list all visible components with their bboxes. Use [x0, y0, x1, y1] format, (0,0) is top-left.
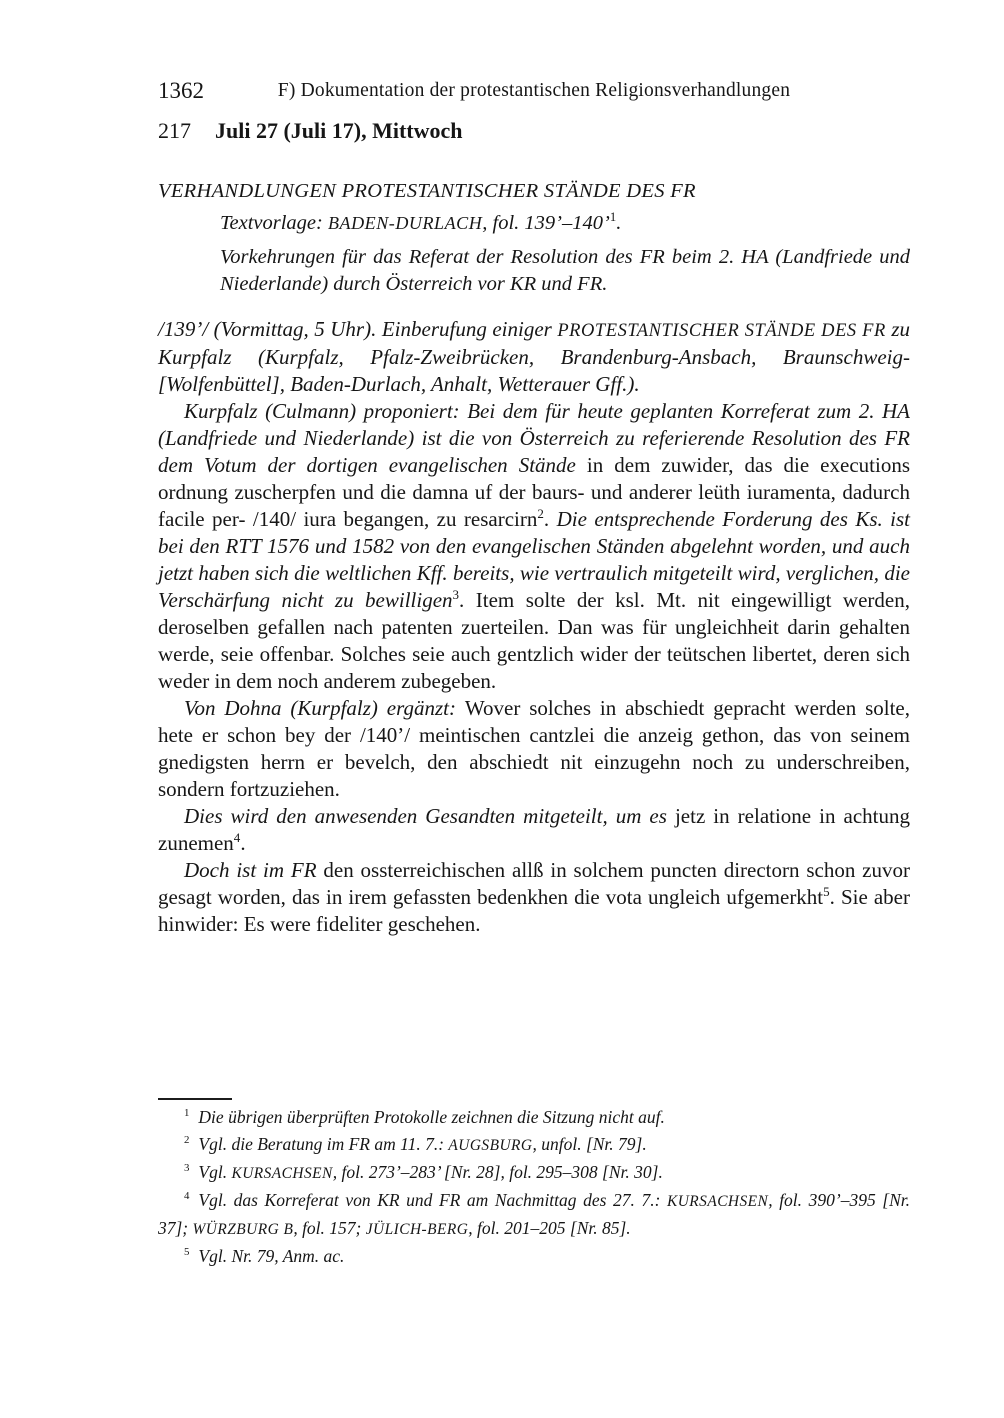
text-run: /139’/ (Vormittag, 5 Uhr). Einberufung einiger: [158, 317, 558, 341]
text-run: Wover solches in abschiedt gepracht werden solte, hete er schon bey der /140’/ meintischen cantzlei die anzeig gethon, das von seinem gnedigsten herrn er bevelch, den abschiedt nit einzugehn noch zu underschreiben, sondern fortzuziehen.: [158, 696, 911, 801]
text-run: . Item solte der ksl. Mt. nit eingewilligt werden, deroselben gefallen nach patenten zuerteilen. Dan was für ungleichheit darin gehalten werde, seie offenbar. Solches seie auch gentzlich wider der teütschen libertet, deren sich weder in dem noch anderem zubegeben.: [158, 588, 910, 693]
text-run: Doch ist im FR: [184, 858, 324, 882]
footnote-reference-superscript: 5: [823, 884, 830, 899]
text-run: jetz in relatione in achtung zunemen: [158, 804, 910, 855]
footnote-2: [158, 1131, 910, 1159]
footnote-4: [158, 1187, 910, 1243]
text-run: in dem zuwider, das die executions ordnung zuscherpfen und die damna uf der baurs- und anderer leüth iuramenta, dadurch facile per- /140/ iura begangen, zu resarcirn: [158, 453, 910, 531]
footnote-1-text: [198, 1107, 664, 1127]
text-run: Dies wird den anwesenden Gesandten mitgeteilt, um es: [184, 804, 675, 828]
text-run: , fol. 157;: [293, 1218, 366, 1238]
text-run: Textvorlage:: [220, 212, 328, 234]
footnote-4-marker: 4: [184, 1190, 190, 1203]
text-run: Kurpfalz (Culmann) proponiert: Bei dem für heute geplanten Korreferat zum 2. HA (Landfriede und Niederlande) ist die von Österreich zu referierende Resolution des FR dem Votum der dortigen evangelischen Stände: [158, 399, 910, 477]
headnote-title: VERHANDLUNGEN PROTESTANTISCHER STÄNDE DES FR: [158, 180, 696, 202]
text-run: , fol. 201–205 [Nr. 85].: [468, 1218, 631, 1238]
entry-date-title: Juli 27 (Juli 17), Mittwoch: [215, 118, 463, 143]
text-run: Von Dohna (Kurpfalz) ergänzt:: [184, 696, 465, 720]
text-run: .: [616, 212, 622, 234]
text-run: BADEN-DURLACH: [328, 213, 483, 233]
footnote-1-marker: 1: [184, 1107, 190, 1120]
text-run: KURSACHSEN: [667, 1193, 769, 1210]
paragraph-kurpfalz-proposition: [158, 398, 910, 695]
text-run: , fol. 139’–140’: [482, 212, 610, 234]
text-run: , fol. 273’–283’ [Nr. 28], fol. 295–308 [Nr. 30].: [332, 1162, 663, 1182]
entry-heading: [158, 118, 910, 144]
text-run: Vgl. Nr. 79, Anm. ac.: [198, 1246, 345, 1266]
text-run: PROTESTANTISCHER STÄNDE DES FR: [557, 320, 886, 340]
text-run: JÜLICH-BERG: [365, 1221, 469, 1238]
text-run: zu Kurpfalz (Kurpfalz, Pfalz-Zweibrücken, Brandenburg-Ansbach, Braunschweig-[Wolfenbüttel], Baden-Durlach, Anhalt, Wetterauer Gff.).: [158, 317, 910, 396]
footnote-reference-superscript: 1: [609, 210, 617, 225]
text-run: Die entsprechende Forderung des Ks. ist bei den RTT 1576 und 1582 von den evangelischen Ständen abgelehnt worden, und auch jetzt haben sich die weltlichen Kff. bereits, wie vertraulich mitgeteilt wird, verglichen, die Verschärfung nicht zu bewilligen: [158, 507, 911, 612]
headnote-summary: [220, 244, 910, 298]
footnote-2-marker: 2: [184, 1134, 190, 1147]
entry-number: 217: [158, 118, 191, 143]
text-run: Vgl.: [198, 1162, 232, 1182]
paragraph-doch-ist: [158, 857, 910, 938]
text-run: KURSACHSEN: [231, 1165, 333, 1182]
footnote-2-text: [198, 1134, 646, 1154]
paragraph-session-opening: [158, 316, 910, 398]
text-run: Die übrigen überprüften Protokolle zeichnen die Sitzung nicht auf.: [198, 1107, 665, 1127]
text-run: .: [543, 507, 557, 531]
running-title: F) Dokumentation der protestantischen Religionsverhandlungen: [277, 80, 791, 101]
footnote-5-text: [198, 1246, 344, 1266]
footnote-reference-superscript: 2: [537, 506, 544, 521]
paragraph-von-dohna: [158, 695, 910, 803]
footnote-5-marker: 5: [184, 1246, 190, 1259]
running-header: [158, 80, 910, 102]
body-text: [158, 316, 910, 938]
text-run: Vgl. das Korreferat von KR und FR am Nachmittag des 27. 7.:: [198, 1190, 667, 1210]
footnote-reference-superscript: 3: [452, 587, 460, 602]
footnote-separator-rule: [158, 1098, 232, 1100]
text-run: AUGSBURG: [448, 1137, 533, 1154]
paragraph-dies-wird: [158, 803, 910, 857]
headnote: [158, 178, 910, 298]
text-run: den ossterreichischen allß in solchem puncten directorn schon zuvor gesagt worden, das in irem gefassten bedenkhen die vota ungleich ufgemerkht: [158, 858, 911, 909]
text-run: . Sie aber hinwider: Es were fideliter geschehen.: [158, 885, 910, 936]
text-run: WÜRZBURG B: [192, 1221, 294, 1238]
headnote-source: [220, 210, 910, 237]
footnote-5: [158, 1243, 910, 1270]
text-run: .: [240, 831, 246, 855]
footnote-3-marker: 3: [184, 1162, 190, 1175]
text-run: Vorkehrungen für das Referat der Resolution des FR beim 2. HA (Landfriede und Niederlande) durch Österreich vor KR und FR.: [220, 246, 910, 295]
footnotes-block: [158, 1098, 910, 1270]
text-run: , unfol. [Nr. 79].: [532, 1134, 647, 1154]
text-run: , fol. 390’–395 [Nr. 37];: [158, 1190, 911, 1238]
footnote-1: [158, 1104, 910, 1131]
page-number: 1362: [158, 78, 204, 103]
text-run: Vgl. die Beratung im FR am 11. 7.:: [198, 1134, 449, 1154]
footnote-4-text: [158, 1190, 910, 1238]
footnote-3: [158, 1159, 910, 1187]
footnote-reference-superscript: 4: [233, 830, 241, 845]
footnote-3-text: [198, 1162, 662, 1182]
